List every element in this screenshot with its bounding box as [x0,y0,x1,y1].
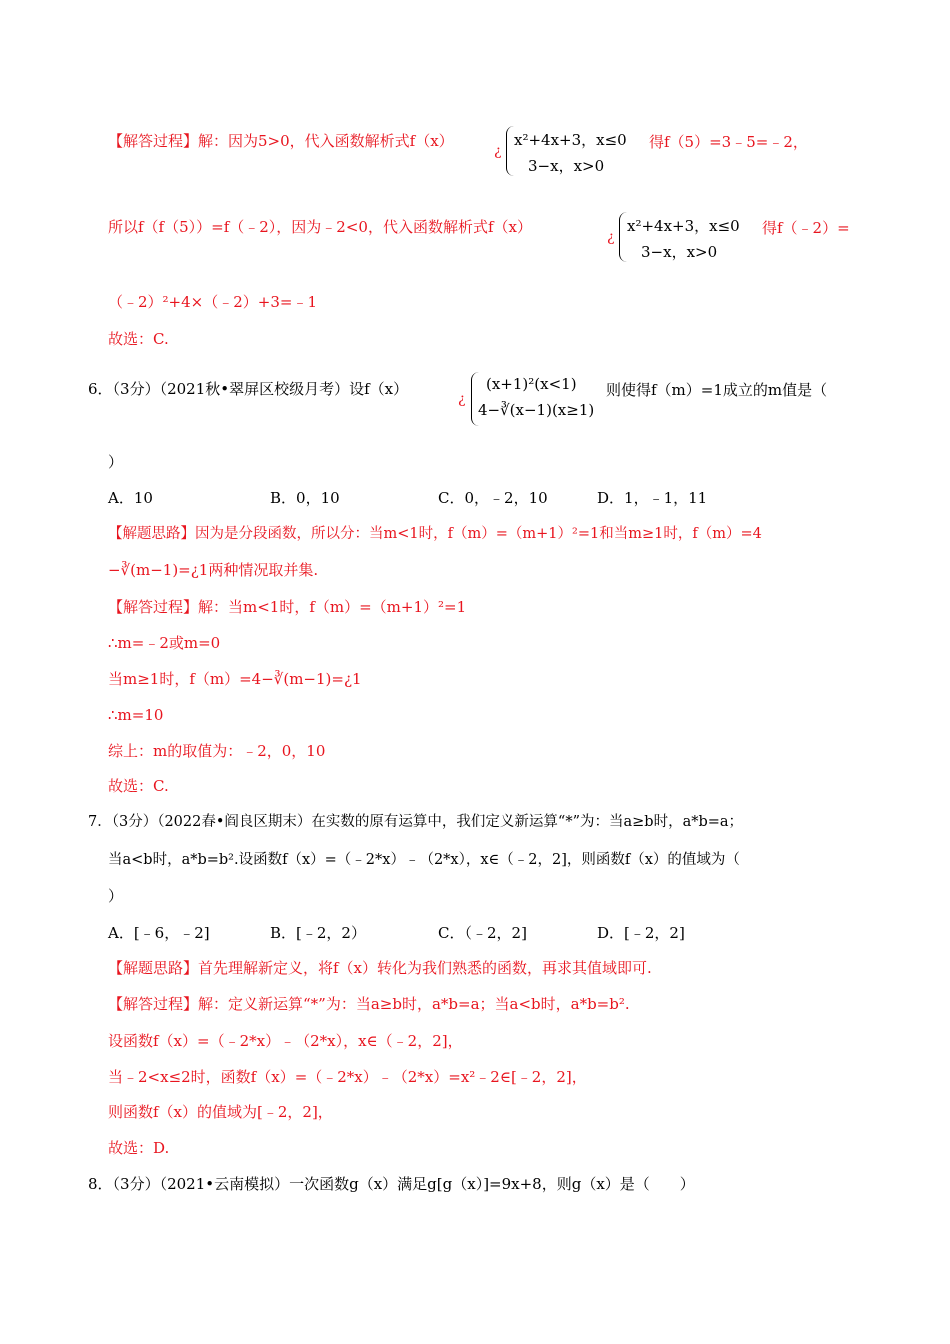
q7-process-line2: 设函数f（x）=（﹣2*x）﹣（2*x），x∈（﹣2，2]， [108,1032,463,1050]
q5-line1-suffix: 得f（5）=3﹣5=﹣2， [649,133,808,151]
q6-stem-suffix: 则使得f（m）=1成立的m值是（ [606,381,828,399]
q7-number: 7． [88,814,112,830]
q6-stem-prefix: （3分）（2021秋•翠屏区校级月考）设f（x） [112,380,409,398]
q6-number: 6． [88,380,113,398]
q7-option-c[interactable]: C．（﹣2，2] [438,924,527,942]
q6-case2: 4−∛(x−1)(x≥1) [478,401,595,419]
q7-option-b[interactable]: B．[﹣2，2） [270,924,366,942]
q7-stem-line1 [88,812,743,832]
q5-iq-mark-1: ¿ [494,143,502,159]
q6-option-c[interactable]: C．0，﹣2，10 [438,489,548,507]
q7-process-line3: 当﹣2<x≤2时，函数f（x）=（﹣2*x）﹣（2*x）=x²﹣2∈[﹣2，2]， [108,1068,587,1086]
q8-stem-line [88,1174,695,1194]
q6-process-line5: 综上：m的取值为：﹣2，0，10 [108,742,326,760]
q6-process-line2: ∴m=﹣2或m=0 [108,634,221,652]
q6-process-line3: 当m≥1时，f（m）=4−∛(m−1)=¿1 [108,670,362,688]
q5-process-prefix: 【解答过程】解：因为5>0，代入函数解析式f（x） [108,132,454,150]
q6-iq-mark: ¿ [458,391,466,407]
q5-func2-case2: 3−x，x>0 [641,243,718,261]
q6-option-a[interactable]: A．10 [108,489,153,507]
q8-stem-text: （3分）（2021•云南模拟）一次函数g（x）满足g[g（x）]=9x+8，则g（x）是（ ） [112,1175,695,1193]
q7-stem-close: ） [108,887,124,905]
q5-process-line2 [108,217,532,237]
q5-process-line1 [108,131,454,151]
q6-option-d[interactable]: D．1，﹣1，11 [597,489,708,507]
q6-process-line1: 【解答过程】解：当m<1时，f（m）=（m+1）²=1 [108,598,467,616]
q5-func-case1: x²+4x+3，x≤0 [514,131,627,149]
q5-func-case2: 3−x，x>0 [528,157,605,175]
q6-option-b[interactable]: B．0，10 [270,489,340,507]
q5-iq-mark-2: ¿ [607,229,615,245]
q7-option-a[interactable]: A．[﹣6，﹣2] [108,924,210,942]
q6-process-line4: ∴m=10 [108,706,164,724]
q5-line2-prefix: 所以f（f（5））=f（﹣2），因为﹣2<0，代入函数解析式f（x） [108,218,532,236]
q5-line3: （﹣2）²+4×（﹣2）+3=﹣1 [108,293,318,311]
q7-stem-line2: 当a<b时，a*b=b².设函数f（x）=（﹣2*x）﹣（2*x），x∈（﹣2，2]，则函数f（x）的值域为（ [108,852,740,868]
q6-stem-close: ） [108,453,124,471]
q7-thinking: 【解题思路】首先理解新定义，将f（x）转化为我们熟悉的函数，再求其值域即可. [108,959,652,977]
q6-thinking-line2: −∛(m−1)=¿1两种情况取并集. [108,561,319,579]
q6-stem-line [88,379,408,399]
q6-thinking-line1: 【解题思路】因为是分段函数，所以分：当m<1时，f（m）=（m+1）²=1和当m≥1时，f（m）=4 [108,526,762,542]
q7-option-d[interactable]: D．[﹣2，2] [597,924,685,942]
q5-answer: 故选：C. [108,330,169,348]
q7-process-line4: 则函数f（x）的值域为[﹣2，2]， [108,1103,333,1121]
q6-case1: (x+1)²(x<1) [486,375,577,393]
q5-line2-suffix: 得f（﹣2）= [762,219,850,237]
q7-process-line1: 【解答过程】解：定义新运算“*”为：当a≥b时，a*b=a；当a<b时，a*b=b². [108,995,630,1013]
q6-answer: 故选：C. [108,777,169,795]
q7-stem-text1: （3分）（2022春•阎良区期末）在实数的原有运算中，我们定义新运算“*”为：当a≥b时，a*b=a； [111,814,744,830]
q7-answer: 故选：D. [108,1139,170,1157]
q5-func2-case1: x²+4x+3，x≤0 [627,217,740,235]
q8-number: 8． [88,1175,113,1193]
